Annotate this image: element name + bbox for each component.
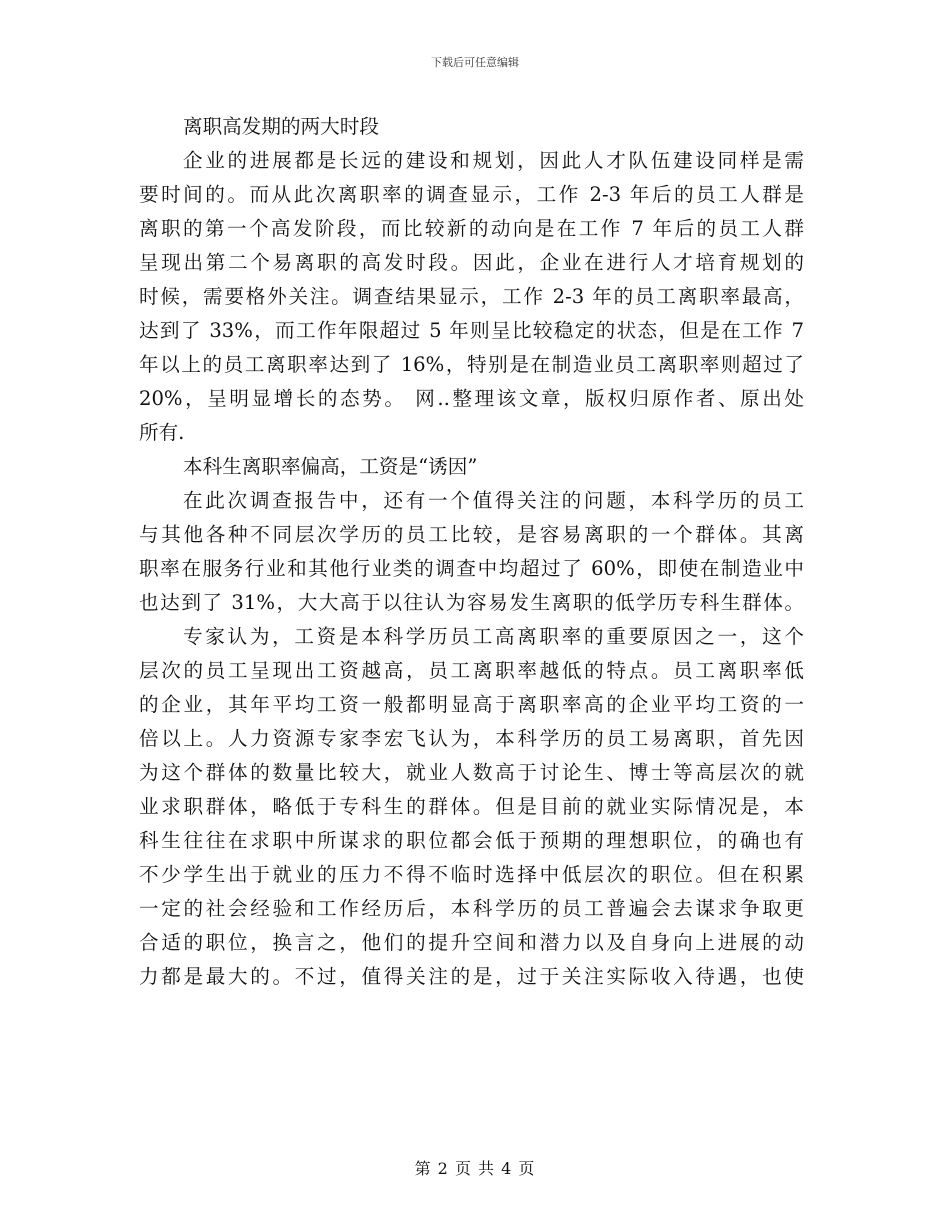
text-line: 专家认为，工资是本科学历员工高离职率的重要原因之一，这个 [183, 625, 804, 648]
text-line: 本科生离职率偏高，工资是“诱因” [183, 455, 478, 478]
text-line: 离职高发期的两大时段 [183, 115, 379, 138]
text-line: 要时间的。而从此次离职率的调查显示，工作 2-3 年后的员工人群是 [139, 183, 804, 206]
text-line: 也达到了 31%，大大高于以往认为容易发生离职的低学历专科生群体。 [139, 591, 804, 614]
text-line: 的企业，其年平均工资一般都明显高于离职率高的企业平均工资的一 [139, 693, 804, 716]
text-line: 离职的第一个高发阶段，而比较新的动向是在工作 7 年后的员工人群 [139, 217, 804, 240]
text-line: 业求职群体，略低于专科生的群体。但是目前的就业实际情况是，本 [139, 795, 804, 818]
text-line: 层次的员工呈现出工资越高，员工离职率越低的特点。员工离职率低 [139, 659, 804, 682]
text-line: 年以上的员工离职率达到了 16%，特别是在制造业员工离职率则超过了 [139, 353, 804, 376]
text-line: 倍以上。人力资源专家李宏飞认为，本科学历的员工易离职，首先因 [139, 727, 804, 750]
text-line: 不少学生出于就业的压力不得不临时选择中低层次的职位。但在积累 [139, 863, 804, 886]
text-line: 20%，呈明显增长的态势。 网..整理该文章，版权归原作者、原出处 [139, 387, 804, 410]
page-header: 下载后可任意编辑 [431, 56, 519, 69]
page-number: 第 2 页 共 4 页 [414, 1159, 536, 1178]
text-line: 为这个群体的数量比较大，就业人数高于讨论生、博士等高层次的就 [139, 761, 804, 784]
text-line: 企业的进展都是长远的建设和规划，因此人才队伍建设同样是需 [183, 149, 804, 172]
text-line: 达到了 33%，而工作年限超过 5 年则呈比较稳定的状态，但是在工作 7 [139, 319, 804, 342]
text-line: 职率在服务行业和其他行业类的调查中均超过了 60%，即使在制造业中 [139, 557, 804, 580]
text-line: 与其他各种不同层次学历的员工比较，是容易离职的一个群体。其离 [139, 523, 804, 546]
text-line: 所有. [139, 421, 185, 444]
text-line: 合适的职位，换言之，他们的提升空间和潜力以及自身向上进展的动 [139, 931, 804, 954]
text-line: 一定的社会经验和工作经历后，本科学历的员工普遍会去谋求争取更 [139, 897, 804, 920]
text-line: 时候，需要格外关注。调查结果显示，工作 2-3 年的员工离职率最高， [139, 285, 804, 308]
text-line: 在此次调查报告中，还有一个值得关注的问题，本科学历的员工 [183, 489, 804, 512]
text-line: 力都是最大的。不过，值得关注的是，过于关注实际收入待遇，也使 [139, 965, 804, 988]
document-body [139, 110, 804, 994]
text-line: 科生往往在求职中所谋求的职位都会低于预期的理想职位，的确也有 [139, 829, 804, 852]
text-line: 呈现出第二个易离职的高发时段。因此，企业在进行人才培育规划的 [139, 251, 804, 274]
